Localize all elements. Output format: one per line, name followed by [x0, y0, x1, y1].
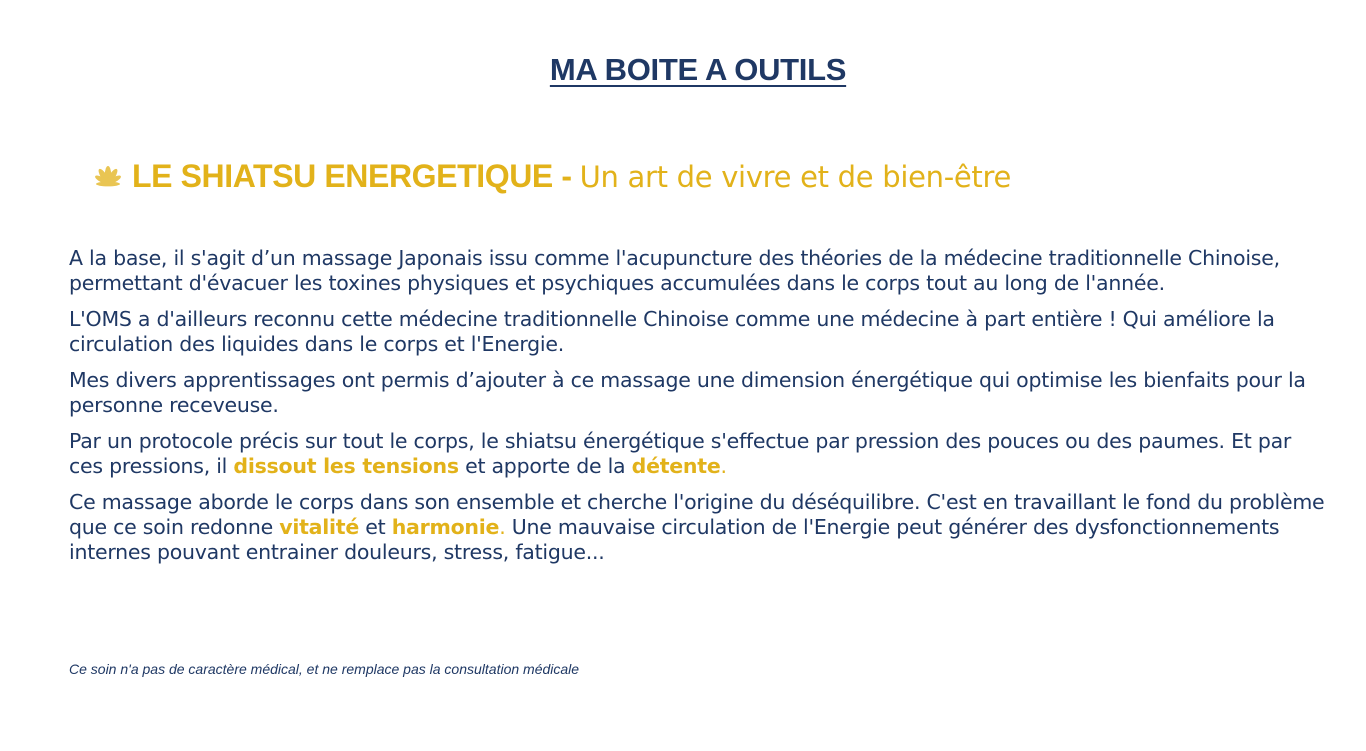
lotus-icon — [90, 164, 126, 190]
section-heading-subtitle: Un art de vivre et de bien-être — [579, 159, 1012, 194]
page-title: MA BOITE A OUTILS — [549, 52, 847, 87]
paragraph-period: . — [499, 515, 506, 539]
paragraph-apprentissages: Mes divers apprentissages ont permis d’ajouter à ce massage une dimension énergétique qui optimise les bienfaits pour la personne receveuse. — [69, 368, 1306, 417]
paragraph-text: Une mauvaise circulation de l'Energie peut générer des dysfonctionnements internes pouvant entrainer douleurs, stress, fatigue... — [69, 515, 1280, 564]
highlight-detente: détente — [631, 454, 721, 478]
paragraph-text: Ce massage aborde le corps dans son ensemble et cherche l'origine du déséquilibre. C'est en travaillant le fond du problème que ce soin redonne — [69, 490, 1325, 539]
paragraph-oms: L'OMS a d'ailleurs reconnu cette médecine traditionnelle Chinoise comme une médecine à part entière ! Qui améliore la circulation des liquides dans le corps et l'Energie. — [69, 307, 1275, 356]
paragraph-intro: A la base, il s'agit d’un massage Japonais issu comme l'acupuncture des théories de la médecine traditionnelle Chinoise, permettant d'évacuer les toxines physiques et psychiques accumulées dans le corps tout au long de l'année. — [69, 246, 1280, 295]
section-heading-title: LE SHIATSU ENERGETIQUE - — [132, 158, 572, 194]
main-content — [69, 246, 1331, 576]
paragraph-text: Par un protocole précis sur tout le corps, le shiatsu énergétique s'effectue par pression des pouces ou des paumes. Et par ces pressions, il — [69, 429, 1292, 478]
paragraph-period: . — [720, 454, 727, 478]
highlight-harmonie: harmonie — [391, 515, 500, 539]
highlight-vitalite: vitalité — [279, 515, 360, 539]
paragraph-text: et apporte de la — [458, 454, 632, 478]
highlight-dissout: dissout les tensions — [233, 454, 459, 478]
section-heading — [90, 158, 1011, 195]
paragraph-ensemble — [69, 490, 1331, 565]
paragraph-protocole — [69, 429, 1331, 479]
disclaimer: Ce soin n'a pas de caractère médical, et ne remplace pas la consultation médicale — [69, 661, 580, 677]
paragraph-text: et — [359, 515, 392, 539]
